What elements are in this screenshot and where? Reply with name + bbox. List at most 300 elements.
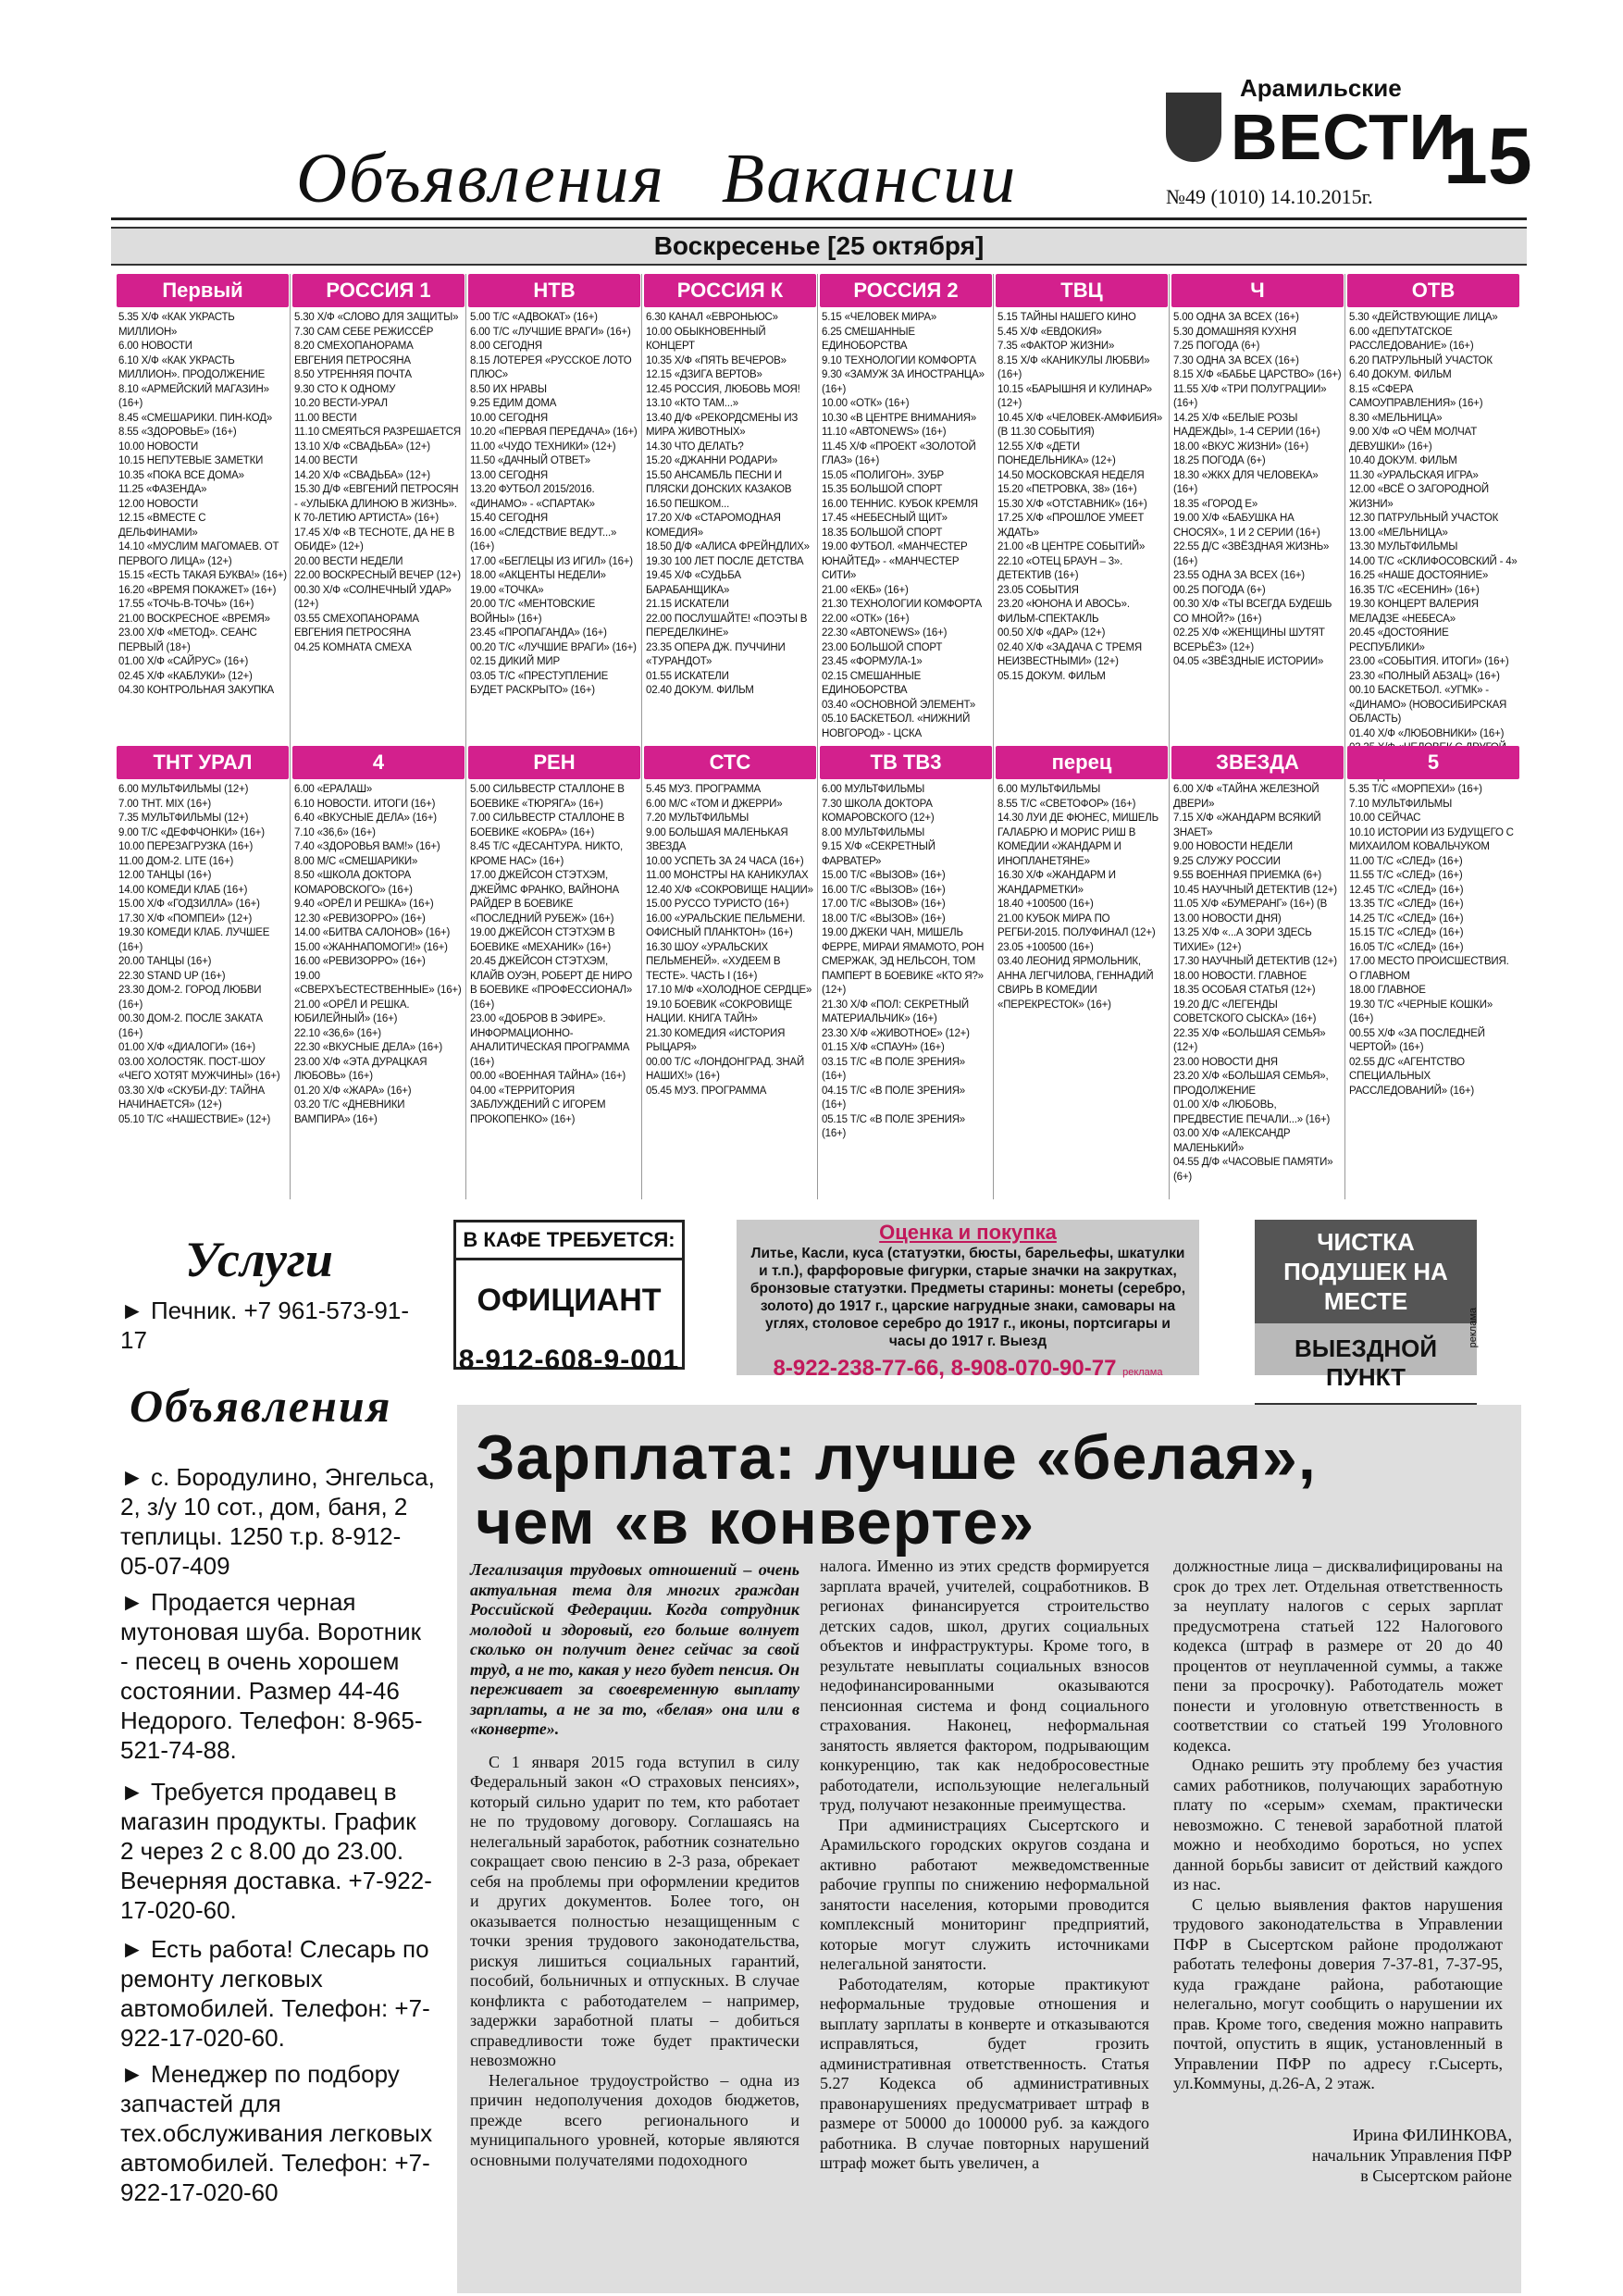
tv-program: 11.25 «ФАЗЕНДА» <box>118 484 207 495</box>
tv-program: 02.15 ДИКИЙ МИР <box>470 656 560 667</box>
tv-program: 16.00 ТЕННИС. КУБОК КРЕМЛЯ <box>822 498 978 510</box>
tv-program: 14.10 «МУСЛИМ МАГОМАЕВ. ОТ ПЕРВОГО ЛИЦА» (12+) <box>118 541 279 567</box>
tv-channel-name: ОТВ <box>1347 274 1519 307</box>
tv-program: 10.15 НЕПУТЕВЫЕ ЗАМЕТКИ <box>118 455 264 466</box>
tv-channel-name: НТВ <box>468 274 640 307</box>
tv-program: 14.50 МОСКОВСКАЯ НЕДЕЛЯ <box>997 469 1145 481</box>
tv-program: 14.00 КОМЕДИ КЛАБ (16+) <box>118 884 248 896</box>
tv-program-list <box>292 307 465 655</box>
tv-program: 02.40 ДОКУМ. ФИЛЬМ <box>646 685 754 696</box>
tv-program: 8.00 СЕГОДНЯ <box>470 341 542 352</box>
tv-program: 7.40 «ЗДОРОВЬЯ ВАМ!» (16+) <box>294 841 440 852</box>
article-column-3 <box>1173 1557 1503 2094</box>
antique-ad <box>737 1220 1199 1381</box>
tv-program: 13.10 «КТО ТАМ...» <box>646 398 738 409</box>
tv-program: 23.20 «ЮНОНА И АВОСЬ». ФИЛЬМ-СПЕКТАКЛЬ <box>997 599 1130 625</box>
tv-program: 19.30 Т/С «ЧЕРНЫЕ КОШКИ» (16+) <box>1349 999 1493 1024</box>
tv-program: 23.00 БОЛЬШОЙ СПОРТ <box>822 641 943 653</box>
tv-channel-name: 5 <box>1347 746 1519 779</box>
tv-program: 6.00 М/С «ТОМ И ДЖЕРРИ» <box>646 798 783 810</box>
tv-program: 5.35 Х/Ф «КАК УКРАСТЬ МИЛЛИОН» <box>118 312 235 338</box>
tv-program: 16.00 «СЛЕДСТВИЕ ВЕДУТ...» (16+) <box>470 527 617 552</box>
tv-program: 23.30 «ПОЛНЫЙ АБЗАЦ» (16+) <box>1349 670 1500 682</box>
day-banner: Воскресенье [25 октября] <box>111 227 1527 266</box>
tv-program: 19.45 Х/Ф «СУДЬБА БАРАБАНЩИКА» <box>646 570 741 596</box>
tv-program: 00.25 ПОГОДА (6+) <box>1173 584 1266 596</box>
tv-program: 12.55 Х/Ф «ДЕТИ ПОНЕДЕЛЬНИКА» (12+) <box>997 441 1116 466</box>
tv-channel-name: ТНТ УРАЛ <box>117 746 289 779</box>
tv-program: 16.25 «НАШЕ ДОСТОЯНИЕ» <box>1349 570 1489 581</box>
tv-program: 03.30 Х/Ф «СКУБИ-ДУ: ТАЙНА НАЧИНАЕТСЯ» (12+) <box>118 1085 265 1111</box>
author-title: начальник Управления ПФР <box>1311 2146 1512 2165</box>
tv-program: 23.35 ОПЕРА ДЖ. ПУЧЧИНИ «ТУРАНДОТ» <box>646 641 786 667</box>
tv-program: 23.30 Х/Ф «ЖИВОТНОЕ» (12+) <box>822 1027 970 1039</box>
tv-program: 18.50 Д/Ф «АЛИСА ФРЕЙНДЛИХ» <box>646 541 810 552</box>
tv-program: 15.35 БОЛЬШОЙ СПОРТ <box>822 484 943 495</box>
tv-program: 15.00 Т/С «ВЫЗОВ» (16+) <box>822 870 946 881</box>
tv-channel-name: Ч <box>1171 274 1344 307</box>
tv-program: 21.30 Х/Ф «ПОЛ: СЕКРЕТНЫЙ МАТЕРИАЛЬЧИК» (16+) <box>822 999 969 1024</box>
tv-program: 10.15 «БАРЫШНЯ И КУЛИНАР» (12+) <box>997 383 1152 409</box>
author-org: в Сысертском районе <box>1360 2166 1512 2185</box>
tv-program: 9.15 Х/Ф «СЕКРЕТНЫЙ ФАРВАТЕР» <box>822 841 935 867</box>
tv-program: 22.10 «36,6» (16+) <box>294 1027 381 1039</box>
tv-program: 20.00 ТАНЦЫ (16+) <box>118 956 212 967</box>
tv-program: 00.50 Х/Ф «ДАР» (12+) <box>997 627 1106 639</box>
tv-program: 15.30 Х/Ф «ОТСТАВНИК» (16+) <box>997 498 1147 510</box>
tv-program: 19.30 КОМЕДИ КЛАБ. ЛУЧШЕЕ (16+) <box>118 927 270 953</box>
tv-program: 17.00 Т/С «ВЫЗОВ» (16+) <box>822 899 946 910</box>
article-paragraph: Работодателям, которые практикуют неформальные трудовые отношения и выплату зарплаты в конверте и отказываются исправляться, будет грозить административная ответственность. Статья 5.27 Кодекса об административных правонарушениях предусматривает штраф в размере от 50000 до 100000 руб. за каждого работника. В случае повторных нарушений штраф может быть увеличен, а <box>820 1974 1149 2172</box>
tv-channel <box>468 746 640 1204</box>
author-name: Ирина ФИЛИНКОВА, <box>1352 2126 1512 2144</box>
tv-program: 19.20 Д/С «ЛЕГЕНДЫ СОВЕТСКОГО СЫСКА» (16+) <box>1173 999 1317 1024</box>
tv-program: 15.05 «ПОЛИГОН». ЗУБР <box>822 469 945 481</box>
tv-program: 12.00 ТАНЦЫ (16+) <box>118 870 212 881</box>
tv-program: 6.00 МУЛЬТФИЛЬМЫ <box>997 784 1101 795</box>
tv-program: 21.00 «ОРЁЛ И РЕШКА. ЮБИЛЕЙНЫЙ» (16+) <box>294 999 410 1024</box>
tv-program: 18.30 «ЖКХ ДЛЯ ЧЕЛОВЕКА» (16+) <box>1173 469 1319 495</box>
tv-program: 01.20 Х/Ф «ЖАРА» (16+) <box>294 1085 412 1097</box>
tv-program: 04.30 КОНТРОЛЬНАЯ ЗАКУПКА <box>118 685 275 696</box>
tv-channel-name: ТВ ТВ3 <box>820 746 992 779</box>
tv-program: 10.30 «В ЦЕНТРЕ ВНИМАНИЯ» <box>822 412 977 424</box>
tv-program: 12.30 «РЕВИЗОРРО» (16+) <box>294 912 426 925</box>
tv-program: 03.05 Т/С «ПРЕСТУПЛЕНИЕ БУДЕТ РАСКРЫТО» (16+) <box>470 670 609 696</box>
tv-program: 7.15 Х/Ф «ЖАНДАРМ ВСЯКИЙ ЗНАЕТ» <box>1173 813 1321 838</box>
tv-program: 8.15 Х/Ф «КАНИКУЛЫ ЛЮБВИ» (16+) <box>997 354 1150 380</box>
tv-program: 20.45 ДЖЕЙСОН СТЭТХЭМ, КЛАЙВ ОУЭН, РОБЕРТ ДЕ НИРО В БОЕВИКЕ «ПРОФЕССИОНАЛ» (16+) <box>470 956 633 1011</box>
tv-program: 23.05 +100500 (16+) <box>997 941 1094 953</box>
tv-program-list <box>292 779 465 1127</box>
ad-item: ► Требуется продавец в магазин продукты. График 2 через 2 с 8.00 до 23.00. Вечерняя доставка. +7-922-17-020-60. <box>120 1778 432 1924</box>
tv-program: 8.00 МУЛЬТФИЛЬМЫ <box>822 826 925 838</box>
article-paragraph: Нелегальное трудоустройство – одна из причин недополучения доходов бюджетов, прежде всего регионального и муниципального уровней, которые являются основными получателями подоходного <box>470 2070 799 2169</box>
tv-program: 00.55 Х/Ф «ЗА ПОСЛЕДНЕЙ ЧЕРТОЙ» (16+) <box>1349 1027 1485 1053</box>
tv-program: 6.00 «ЕРАЛАШ» <box>294 784 373 795</box>
article-paragraph: налога. Именно из этих средств формируется зарплата врачей, учителей, соцработников. В регионах финансируется строительство детских садов, школ, других социальных объектов и инфраструктуры. Кроме того, в результате невыплаты социальных взносов недофинансированными оказываются пенсионная система и фонд социального страхования. Наконец, неформальная занятость является фактором, подрывающим конкуренцию, так как недобросовестные работодатели, использующие нелегальный труд, получают незаконные преимущества. <box>820 1557 1149 1814</box>
article-signature <box>1244 2125 1512 2186</box>
tv-program: 23.20 Х/Ф «БОЛЬШАЯ СЕМЬЯ», ПРОДОЛЖЕНИЕ <box>1173 1071 1329 1097</box>
tv-program: 03.15 Т/С «В ПОЛЕ ЗРЕНИЯ» (16+) <box>822 1056 966 1082</box>
tv-program: 9.25 ЕДИМ ДОМА <box>470 398 557 409</box>
tv-program-list <box>1171 307 1344 670</box>
tv-program: 12.00 НОВОСТИ <box>118 498 199 510</box>
tv-program: 17.00 «БЕГЛЕЦЫ ИЗ ИГИЛ» (16+) <box>470 555 633 567</box>
tv-program: 23.00 Х/Ф «ЭТА ДУРАЦКАЯ ЛЮБОВЬ» (16+) <box>294 1056 427 1082</box>
tv-program: 22.30 STAND UP (16+) <box>118 970 226 982</box>
tv-program: 12.15 «ВМЕСТЕ С ДЕЛЬФИНАМИ» <box>118 513 206 539</box>
article-column-2 <box>820 1557 1149 2174</box>
tv-program: 5.30 Х/Ф «СЛОВО ДЛЯ ЗАЩИТЫ» <box>294 312 459 323</box>
tv-program: 6.10 НОВОСТИ. ИТОГИ (16+) <box>294 798 436 810</box>
antique-ad-body: Литье, Касли, куса (статуэтки, бюсты, барельефы, шкатулки и т.п.), фарфоровые фигурки, старые значки на закрутках, бронзовые статуэтки. Предметы старины: монеты (серебро, золото) до 1917 г., царские нагрудные знаки, самовары на углях, столовое серебро до 1917 г., иконы, портсигары и часы до 1917 г. Выезд <box>750 1246 1186 1349</box>
tv-program: 04.05 «ЗВЁЗДНЫЕ ИСТОРИИ» <box>1173 656 1324 667</box>
tv-program: 9.00 НОВОСТИ НЕДЕЛИ <box>1173 841 1293 852</box>
tv-program: 14.30 ЧТО ДЕЛАТЬ? <box>646 441 744 453</box>
tv-program: 17.00 МЕСТО ПРОИСШЕСТВИЯ. О ГЛАВНОМ <box>1349 956 1509 982</box>
tv-program: 19.00 «ТОЧКА» <box>470 584 544 596</box>
tv-program: 10.00 СЕЙЧАС <box>1349 813 1421 824</box>
tv-program-list <box>117 307 289 699</box>
cafe-ad <box>453 1220 685 1375</box>
tv-program: 04.00 «ТЕРРИТОРИЯ ЗАБЛУЖДЕНИЙ С ИГОРЕМ ПРОКОПЕНКО» (16+) <box>470 1085 606 1125</box>
tv-program: 19.30 КОНЦЕРТ ВАЛЕРИЯ МЕЛАДЗЕ «НЕБЕСА» <box>1349 599 1479 625</box>
ad-tag: реклама <box>1468 1307 1479 1347</box>
pillow-ad <box>1255 1220 1479 1391</box>
tv-program: 6.00 НОВОСТИ <box>118 341 192 352</box>
tv-channel <box>117 274 289 741</box>
tv-program: 16.30 Х/Ф «ЖАНДАРМ И ЖАНДАРМЕТКИ» <box>997 870 1116 896</box>
tv-channel-name: 4 <box>292 746 465 779</box>
tv-program: 8.15 Х/Ф «БАБЬЕ ЦАРСТВО» (16+) <box>1173 369 1342 380</box>
column-divider <box>993 274 994 1199</box>
tv-program: 11.00 МОНСТРЫ НА КАНИКУЛАХ <box>646 870 809 881</box>
tv-program-list <box>468 779 640 1127</box>
tv-program: 02.45 Х/Ф «КАБЛУКИ» (12+) <box>118 670 253 682</box>
tv-program: 17.25 Х/Ф «ПРОШЛОЕ УМЕЕТ ЖДАТЬ» <box>997 513 1145 539</box>
tv-program: 16.20 «ВРЕМЯ ПОКАЖЕТ» (16+) <box>118 584 277 596</box>
tv-program: 17.00 ДЖЕЙСОН СТЭТХЭМ, ДЖЕЙМС ФРАНКО, ВАЙНОНА РАЙДЕР В БОЕВИКЕ «ПОСЛЕДНИЙ РУБЕЖ» (16+) <box>470 870 619 925</box>
tv-channel-name: РОССИЯ К <box>644 274 816 307</box>
tv-program: 10.35 Х/Ф «ПЯТЬ ВЕЧЕРОВ» <box>646 354 787 366</box>
tv-program-list <box>820 307 992 741</box>
tv-program: 14.00 ВЕСТИ <box>294 455 358 466</box>
services-item: ► Печник. +7 961-573-91-17 <box>120 1297 410 1354</box>
newspaper-logo <box>1166 74 1457 185</box>
tv-program: 8.15 ЛОТЕРЕЯ «РУССКОЕ ЛОТО ПЛЮС» <box>470 354 632 380</box>
tv-program: 8.55 Т/С «СВЕТОФОР» (16+) <box>997 798 1136 810</box>
tv-channel <box>1171 274 1344 741</box>
ad-item: ► Есть работа! Слесарь по ремонту легковых автомобилей. Телефон: +7-922-17-020-60. <box>120 1935 430 2052</box>
tv-program: 9.30 «ЗАМУЖ ЗА ИНОСТРАНЦА» (16+) <box>822 369 985 395</box>
tv-program: 03.40 ЛЕОНИД ЯРМОЛЬНИК, АННА ЛЕГЧИЛОВА, ГЕННАДИЙ СВИРЬ В КОМЕДИИ «ПЕРЕКРЕСТОК» (16+) <box>997 956 1154 1011</box>
antique-ad-phones-text: 8-922-238-77-66, 8-908-070-90-77 <box>773 1356 1117 1381</box>
tv-program: 8.45 «СМЕШАРИКИ. ПИН-КОД» <box>118 412 273 424</box>
tv-program-list <box>996 779 1168 1012</box>
tv-program: 5.15 «ЧЕЛОВЕК МИРА» <box>822 312 937 323</box>
logo-title: ВЕСТИ <box>1231 101 1457 173</box>
tv-program: 10.00 «ОТК» (16+) <box>822 398 910 409</box>
tv-program: 14.25 Х/Ф «БЕЛЫЕ РОЗЫ НАДЕЖДЫ», 1-4 СЕРИИ (16+) <box>1173 412 1320 438</box>
tv-program: 5.45 МУЗ. ПРОГРАММА <box>646 784 762 795</box>
tv-program: 00.30 ДОМ-2. ПОСЛЕ ЗАКАТА (16+) <box>118 1013 263 1039</box>
tv-program: 22.00 ПОСЛУШАЙТЕ! «ПОЭТЫ В ПЕРЕДЕЛКИНЕ» <box>646 613 808 639</box>
tv-program: 23.55 ОДНА ЗА ВСЕХ (16+) <box>1173 570 1305 581</box>
tv-program: 10.35 «ПОКА ВСЕ ДОМА» <box>118 469 244 481</box>
tv-program-list <box>1347 307 1519 785</box>
tv-program: 8.50 ИХ НРАВЫ <box>470 383 547 395</box>
tv-channel <box>1347 746 1519 1204</box>
tv-program: 7.35 «ФАКТОР ЖИЗНИ» <box>997 341 1115 352</box>
tv-program: 14.30 ЛУИ ДЕ ФЮНЕС, МИШЕЛЬ ГАЛАБРЮ И МОРИС РИШ В КОМЕДИИ «ЖАНДАРМ И ИНОПЛАНЕТЯНЕ» <box>997 813 1158 867</box>
tv-program: 15.00 «ЖАННАПОМОГИ!» (16+) <box>294 941 448 953</box>
article <box>457 1405 1521 2293</box>
tv-program: 17.45 «НЕБЕСНЫЙ ЩИТ» <box>822 513 948 524</box>
tv-program: 6.30 КАНАЛ «ЕВРОНЬЮС» <box>646 312 778 323</box>
tv-program: 8.30 «МЕЛЬНИЦА» <box>1349 412 1443 424</box>
tv-program: 05.10 Т/С «НАШЕСТВИЕ» (12+) <box>118 1113 271 1125</box>
tv-program: 11.50 «ДАЧНЫЙ ОТВЕТ» <box>470 455 590 466</box>
tv-channel-name: ЗВЕЗДА <box>1171 746 1344 779</box>
tv-program: 5.30 ДОМАШНЯЯ КУХНЯ <box>1173 326 1296 338</box>
tv-program: 00.00 «ВОЕННАЯ ТАЙНА» (16+) <box>470 1071 626 1082</box>
tv-program: 21.15 ИСКАТЕЛИ <box>646 599 729 610</box>
tv-channel-name: ТВЦ <box>996 274 1168 307</box>
article-lead: Легализация трудовых отношений – очень актуальная тема для многих граждан Российской Федерации. Когда сотрудник молодой и здоровый, его больше волнует сколько он получит денег сейчас за свой труд, а не то, какая у него будет пенсия. Он переживает за своевременную выплату зарплаты, а не за то, «белая» она или в «конверте». <box>470 1560 799 1738</box>
tv-program: 23.00 «СОБЫТИЯ. ИТОГИ» (16+) <box>1349 656 1509 667</box>
tv-program: 16.00 «УРАЛЬСКИЕ ПЕЛЬМЕНИ. ОФИСНЫЙ ПЛАНКТОН» (16+) <box>646 912 806 938</box>
tv-program: 20.00 Т/С «МЕНТОВСКИЕ ВОЙНЫ» (16+) <box>470 599 596 625</box>
tv-program-list <box>644 779 816 1098</box>
tv-program: 15.20 «ПЕТРОВКА, 38» (16+) <box>997 484 1137 495</box>
tv-program: 13.00 «МЕЛЬНИЦА» <box>1349 527 1448 539</box>
tv-program: 10.00 СЕГОДНЯ <box>470 412 549 424</box>
tv-program: 7.30 ОДНА ЗА ВСЕХ (16+) <box>1173 354 1299 366</box>
tv-program: 7.00 ТНТ. MIX (16+) <box>118 798 212 810</box>
tv-program: 21.30 ТЕХНОЛОГИИ КОМФОРТА <box>822 599 983 610</box>
tv-program: 23.00 «ДОБРОВ В ЭФИРЕ». ИНФОРМАЦИОННО-АНАЛИТИЧЕСКАЯ ПРОГРАММА (16+) <box>470 1013 630 1068</box>
tv-program: 7.00 СИЛЬВЕСТР СТАЛЛОНЕ В БОЕВИКЕ «КОБРА» (16+) <box>470 813 625 838</box>
tv-program: 13.30 МУЛЬТФИЛЬМЫ <box>1349 541 1458 552</box>
tv-channel-name: СТС <box>644 746 816 779</box>
article-paragraph: С целью выявления фактов нарушения трудового законодательства в Управлении ПФР в Сысертском районе продолжают работать телефоны доверия 7-37-81, 7-37-95, куда граждане района, работающие нелегально, могут сообщить о нарушении их прав. Кроме того, сведения можно направить почтой, опустить в ящик, установленный в Управлении ПФР по адресу г.Сысерть, ул.Коммуны, д.26-А, 2 этаж. <box>1173 1894 1503 2092</box>
tv-program: 15.30 Д/Ф «ЕВГЕНИЙ ПЕТРОСЯН - «УЛЫБКА ДЛИНОЮ В ЖИЗНЬ». К 70-ЛЕТИЮ АРТИСТА» (16+) <box>294 484 459 524</box>
tv-program: 15.15 «ЕСТЬ ТАКАЯ БУКВА!» (16+) <box>118 570 287 581</box>
header-divider <box>111 217 1527 220</box>
tv-program: 02.15 СМЕШАННЫЕ ЕДИНОБОРСТВА <box>822 670 922 696</box>
tv-program: 11.00 ВЕСТИ <box>294 412 357 424</box>
tv-program: 18.35 БОЛЬШОЙ СПОРТ <box>822 527 943 539</box>
tv-program: 8.45 Т/С «ДЕСАНТУРА. НИКТО, КРОМЕ НАС» (16+) <box>470 841 623 867</box>
tv-program: 17.20 Х/Ф «СТАРОМОДНАЯ КОМЕДИЯ» <box>646 513 781 539</box>
logo-subtitle: Арамильские <box>1240 74 1402 102</box>
tv-program: 7.10 МУЛЬТФИЛЬМЫ <box>1349 798 1453 810</box>
tv-channel <box>996 746 1168 1204</box>
tv-program: 20.45 «ДОСТОЯНИЕ РЕСПУБЛИКИ» <box>1349 627 1449 653</box>
tv-program: 8.20 СМЕХОПАНОРАМА ЕВГЕНИЯ ПЕТРОСЯНА <box>294 341 414 366</box>
tv-program: 23.00 НОВОСТИ ДНЯ <box>1173 1056 1278 1068</box>
tv-program: 12.00 «ВСЁ О ЗАГОРОДНОЙ ЖИЗНИ» <box>1349 484 1489 510</box>
tv-schedule <box>115 274 1525 1209</box>
tv-channel <box>292 274 465 741</box>
tv-channel-name: РОССИЯ 2 <box>820 274 992 307</box>
tv-channel-name: перец <box>996 746 1168 779</box>
tv-program: 05.15 ДОКУМ. ФИЛЬМ <box>997 670 1106 682</box>
tv-program: 19.10 БОЕВИК «СОКРОВИЩЕ НАЦИИ. КНИГА ТАЙН» <box>646 999 793 1024</box>
crest-icon <box>1166 93 1221 162</box>
tv-program-list <box>820 779 992 1142</box>
ads-heading: Объявления <box>130 1380 392 1432</box>
tv-program: 14.20 Х/Ф «СВАДЬБА» (12+) <box>294 469 430 481</box>
tv-program: 23.05 СОБЫТИЯ <box>997 584 1079 596</box>
column-divider <box>465 274 466 1199</box>
tv-program: 15.20 «ДЖАННИ РОДАРИ» <box>646 455 778 466</box>
tv-program: 6.20 ПАТРУЛЬНЫЙ УЧАСТОК <box>1349 354 1493 366</box>
tv-program: 05.45 МУЗ. ПРОГРАММА <box>646 1085 767 1097</box>
tv-program: 11.45 Х/Ф «ПРОЕКТ «ЗОЛОТОЙ ГЛАЗ» (16+) <box>822 441 976 466</box>
tv-program: 05.10 БАСКЕТБОЛ. «НИЖНИЙ НОВГОРОД» - ЦСКА <box>822 714 971 739</box>
tv-program: 11.00 «ЧУДО ТЕХНИКИ» (12+) <box>470 441 616 453</box>
tv-program: 00.30 Х/Ф «ТЫ ВСЕГДА БУДЕШЬ СО МНОЙ?» (16+) <box>1173 599 1332 625</box>
tv-program: 9.25 СЛУЖУ РОССИИ <box>1173 855 1281 867</box>
tv-program: 9.10 ТЕХНОЛОГИИ КОМФОРТА <box>822 354 976 366</box>
tv-program: 22.00 «ОТК» (16+) <box>822 613 910 625</box>
tv-program: 17.30 Х/Ф «ПОМПЕИ» (12+) <box>118 912 253 925</box>
tv-channel <box>820 746 992 1204</box>
tv-program: 7.30 ШКОЛА ДОКТОРА КОМАРОВСКОГО (12+) <box>822 798 935 824</box>
tv-program: 15.00 Х/Ф «ГОДЗИЛЛА» (16+) <box>118 899 260 910</box>
tv-program: 19.00 ДЖЕКИ ЧАН, МИШЕЛЬ ФЕРРЕ, МИРАИ ЯМАМОТО, РОН СМЕРЖАК, ЭД НЕЛЬСОН, ТОМ ПАМПЕРТ В БОЕВИКЕ «КТО Я?» (12+) <box>822 927 985 996</box>
tv-program: 5.00 ОДНА ЗА ВСЕХ (16+) <box>1173 312 1299 323</box>
tv-program: 03.00 ХОЛОСТЯК. ПОСТ-ШОУ «ЧЕГО ХОТЯТ МУЖЧИНЫ» (16+) <box>118 1056 280 1082</box>
tv-program: 5.00 Т/С «АДВОКАТ» (16+) <box>470 312 598 323</box>
tv-program: 17.30 НАУЧНЫЙ ДЕТЕКТИВ (12+) <box>1173 956 1337 967</box>
tv-channel-name: РОССИЯ 1 <box>292 274 465 307</box>
page-header <box>111 65 1532 217</box>
tv-program: 7.35 МУЛЬТФИЛЬМЫ (12+) <box>118 813 249 824</box>
article-paragraph: С 1 января 2015 года вступил в силу Федеральный закон «О страховых пенсиях», который сильно ударит по тем, кто работает не по трудовому договору. Соглашаясь на нелегальный заработок, работник сознательно сокращает свою пенсию в 2-3 раза, обрекает себя на проблемы при оформлении кредитов и других документов. Более того, он оказывается полностью незащищенным с точки зрения трудового законодательства, рискуя лишиться социальных гарантий, пособий, больничных и отпускных. В случае конфликта с работодателем – например, задержки заработной платы – добиться справедливости тоже будет практически невозможно <box>470 1752 799 2069</box>
tv-program-list <box>1171 779 1344 1185</box>
tv-program: 10.10 ИСТОРИИ ИЗ БУДУЩЕГО С МИХАИЛОМ КОВАЛЬЧУКОМ <box>1349 826 1514 852</box>
tv-program: 23.30 ДОМ-2. ГОРОД ЛЮБВИ (16+) <box>118 985 262 1011</box>
tv-channel <box>1171 746 1344 1204</box>
tv-program: 00.10 БАСКЕТБОЛ. «УГМК» - «ДИНАМО» (НОВОСИБИРСКАЯ ОБЛАСТЬ) <box>1349 685 1507 725</box>
tv-program: 21.00 ВОСКРЕСНОЕ «ВРЕМЯ» <box>118 613 270 625</box>
tv-program: 5.45 Х/Ф «ЕВДОКИЯ» <box>997 326 1102 338</box>
tv-program: 10.45 Х/Ф «ЧЕЛОВЕК-АМФИБИЯ» (В 11.30 СОБЫТИЯ) <box>997 412 1163 438</box>
tv-program: 14.00 Т/С «СКЛИФОСОВСКИЙ - 4» <box>1349 555 1518 567</box>
tv-program: 11.00 ДОМ-2. LITE (16+) <box>118 855 234 867</box>
tv-program: 01.55 ИСКАТЕЛИ <box>646 670 729 682</box>
tv-program: 9.40 «ОРЁЛ И РЕШКА» (16+) <box>294 899 434 910</box>
pillow-ad-heading: ЧИСТКА ПОДУШЕК НА МЕСТЕ <box>1255 1220 1477 1323</box>
tv-program: 22.55 Д/С «ЗВЁЗДНАЯ ЖИЗНЬ» (16+) <box>1173 541 1330 567</box>
tv-program: 23.45 «ФОРМУЛА-1» <box>822 656 923 667</box>
tv-program: 9.00 Т/С «ДЕФФЧОНКИ» (16+) <box>118 826 265 838</box>
antique-ad-phones <box>737 1356 1199 1382</box>
pillow-ad-subtitle: ВЫЕЗДНОЙ ПУНКТ <box>1294 1334 1438 1391</box>
tv-program: 03.40 «ОСНОВНОЙ ЭЛЕМЕНТ» <box>822 699 976 711</box>
tv-channel-name: Первый <box>117 274 289 307</box>
tv-program: 11.30 «УРАЛЬСКАЯ ИГРА» <box>1349 469 1479 481</box>
tv-program: 12.45 РОССИЯ, ЛЮБОВЬ МОЯ! <box>646 383 800 395</box>
tv-program: 8.50 «ШКОЛА ДОКТОРА КОМАРОВСКОГО» (16+) <box>294 870 413 896</box>
tv-program: 00.30 Х/Ф «СОЛНЕЧНЫЙ УДАР» (12+) <box>294 584 452 610</box>
tv-program: 11.55 Т/С «СЛЕД» (16+) <box>1349 870 1463 881</box>
tv-program: 6.00 МУЛЬТФИЛЬМЫ (12+) <box>118 784 249 795</box>
ad-item: ► Менеджер по подбору запчастей для тех.обслуживания легковых автомобилей. Телефон: +7-922-17-020-60 <box>120 2060 433 2206</box>
tv-program-list <box>996 307 1168 684</box>
tv-program: 22.30 «ВКУСНЫЕ ДЕЛА» (16+) <box>294 1042 443 1053</box>
tv-program: 10.40 ДОКУМ. ФИЛЬМ <box>1349 455 1457 466</box>
tv-program: 18.25 ПОГОДА (6+) <box>1173 455 1266 466</box>
tv-program: 19.00 «СВЕРХЪЕСТЕСТВЕННЫЕ» (16+) <box>294 970 462 996</box>
article-column-1 <box>470 1560 799 2170</box>
tv-program: 12.15 «ДЗИГА ВЕРТОВ» <box>646 369 762 380</box>
tv-program: 04.15 Т/С «В ПОЛЕ ЗРЕНИЯ» (16+) <box>822 1085 966 1111</box>
cafe-ad-heading: В КАФЕ ТРЕБУЕТСЯ: <box>456 1222 682 1260</box>
article-paragraph: При администрациях Сысертского и Арамильского городских округов создана и активно работают межведомственные рабочие группы по снижению неформальной занятости населения, которыми проводится комплексный мониторинг предприятий, которые могут служить источниками нелегальной занятости. <box>820 1815 1149 1973</box>
tv-program: 19.00 ДЖЕЙСОН СТЭТХЭМ В БОЕВИКЕ «МЕХАНИК» (16+) <box>470 927 615 953</box>
cafe-ad-position: ОФИЦИАНТ <box>477 1283 662 1318</box>
tv-program: 18.35 ОСОБАЯ СТАТЬЯ (12+) <box>1173 985 1316 996</box>
ad-item: ► Продается черная мутоновая шуба. Воротник - песец в очень хорошем состоянии. Размер 44-46 Недорого. Телефон: 8-965-521-74-88. <box>120 1588 423 1764</box>
tv-program: 01.40 Х/Ф «ЛЮБОВНИКИ» (16+) <box>1349 727 1505 739</box>
tv-channel <box>117 746 289 1204</box>
tv-program: 8.50 УТРЕННЯЯ ПОЧТА <box>294 369 412 380</box>
tv-channel <box>644 274 816 741</box>
tv-program: 7.30 САМ СЕБЕ РЕЖИССЁР <box>294 326 434 338</box>
tv-program: 6.40 «ВКУСНЫЕ ДЕЛА» (16+) <box>294 813 437 824</box>
services-heading: Услуги <box>185 1232 333 1287</box>
tv-program: 6.00 Х/Ф «ТАЙНА ЖЕЛЕЗНОЙ ДВЕРИ» <box>1173 784 1319 810</box>
tv-program: 16.30 ШОУ «УРАЛЬСКИХ ПЕЛЬМЕНЕЙ». «ХУДЕЕМ В ТЕСТЕ». ЧАСТЬ I (16+) <box>646 941 781 982</box>
tv-program: 6.00 Т/С «ЛУЧШИЕ ВРАГИ» (16+) <box>470 326 631 338</box>
tv-program: 10.20 «ПЕРВАЯ ПЕРЕДАЧА» (16+) <box>470 427 638 438</box>
tv-program: 5.15 ТАЙНЫ НАШЕГО КИНО <box>997 312 1136 323</box>
tv-program: 10.00 НОВОСТИ <box>118 441 199 453</box>
column-divider <box>817 274 818 1199</box>
tv-program: 6.40 ДОКУМ. ФИЛЬМ <box>1349 369 1452 380</box>
tv-program: 18.00 ГЛАВНОЕ <box>1349 985 1426 996</box>
tv-program: 11.00 Т/С «СЛЕД» (16+) <box>1349 855 1463 867</box>
article-paragraph: Однако решить эту проблему без участия самих работников, получающих заработную плату по «серым» схемам, практически невозможно. С теневой заработной платой можно и необходимо бороться, но успех данной борьбы зависит от действий каждого из нас. <box>1173 1756 1503 1893</box>
ad-tag: реклама <box>1122 1367 1163 1378</box>
tv-channel-name: РЕН <box>468 746 640 779</box>
tv-program: 02.25 Х/Ф «ЖЕНЩИНЫ ШУТЯТ ВСЕРЬЁЗ» (12+) <box>1173 627 1325 653</box>
tv-program: 01.15 Х/Ф «СПАУН» (16+) <box>822 1042 945 1053</box>
tv-program: 19.30 100 ЛЕТ ПОСЛЕ ДЕТСТВА <box>646 555 804 567</box>
tv-program: 13.20 ФУТБОЛ 2015/2016. «ДИНАМО» - «СПАРТАК» <box>470 484 595 510</box>
tv-program: 03.20 Т/С «ДНЕВНИКИ ВАМПИРА» (16+) <box>294 1099 405 1125</box>
tv-channel <box>996 274 1168 741</box>
tv-program: 17.10 М/Ф «ХОЛОДНОЕ СЕРДЦЕ» <box>646 985 812 996</box>
tv-program: 7.10 «36,6» (16+) <box>294 826 376 838</box>
tv-program: 7.25 ПОГОДА (6+) <box>1173 341 1260 352</box>
tv-program: 16.50 ПЕШКОМ... <box>646 498 730 510</box>
tv-program: 13.40 Д/Ф «РЕКОРДСМЕНЫ ИЗ МИРА ЖИВОТНЫХ» <box>646 412 799 438</box>
tv-program: 18.00 «ВКУС ЖИЗНИ» (16+) <box>1173 441 1309 453</box>
tv-program: 22.10 «ОТЕЦ БРАУН – 3». ДЕТЕКТИВ (16+) <box>997 555 1123 581</box>
tv-program: 22.30 «АВТОNEWS» (16+) <box>822 627 948 639</box>
tv-channel <box>468 274 640 741</box>
tv-program: 17.55 «ТОЧЬ-В-ТОЧЬ» (16+) <box>118 599 254 610</box>
tv-program: 17.45 Х/Ф «В ТЕСНОТЕ, ДА НЕ В ОБИДЕ» (12+) <box>294 527 455 552</box>
tv-program: 18.35 «ГОРОД Е» <box>1173 498 1258 510</box>
tv-channel <box>820 274 992 741</box>
tv-program: 14.00 «БИТВА САЛОНОВ» (16+) <box>294 927 451 938</box>
